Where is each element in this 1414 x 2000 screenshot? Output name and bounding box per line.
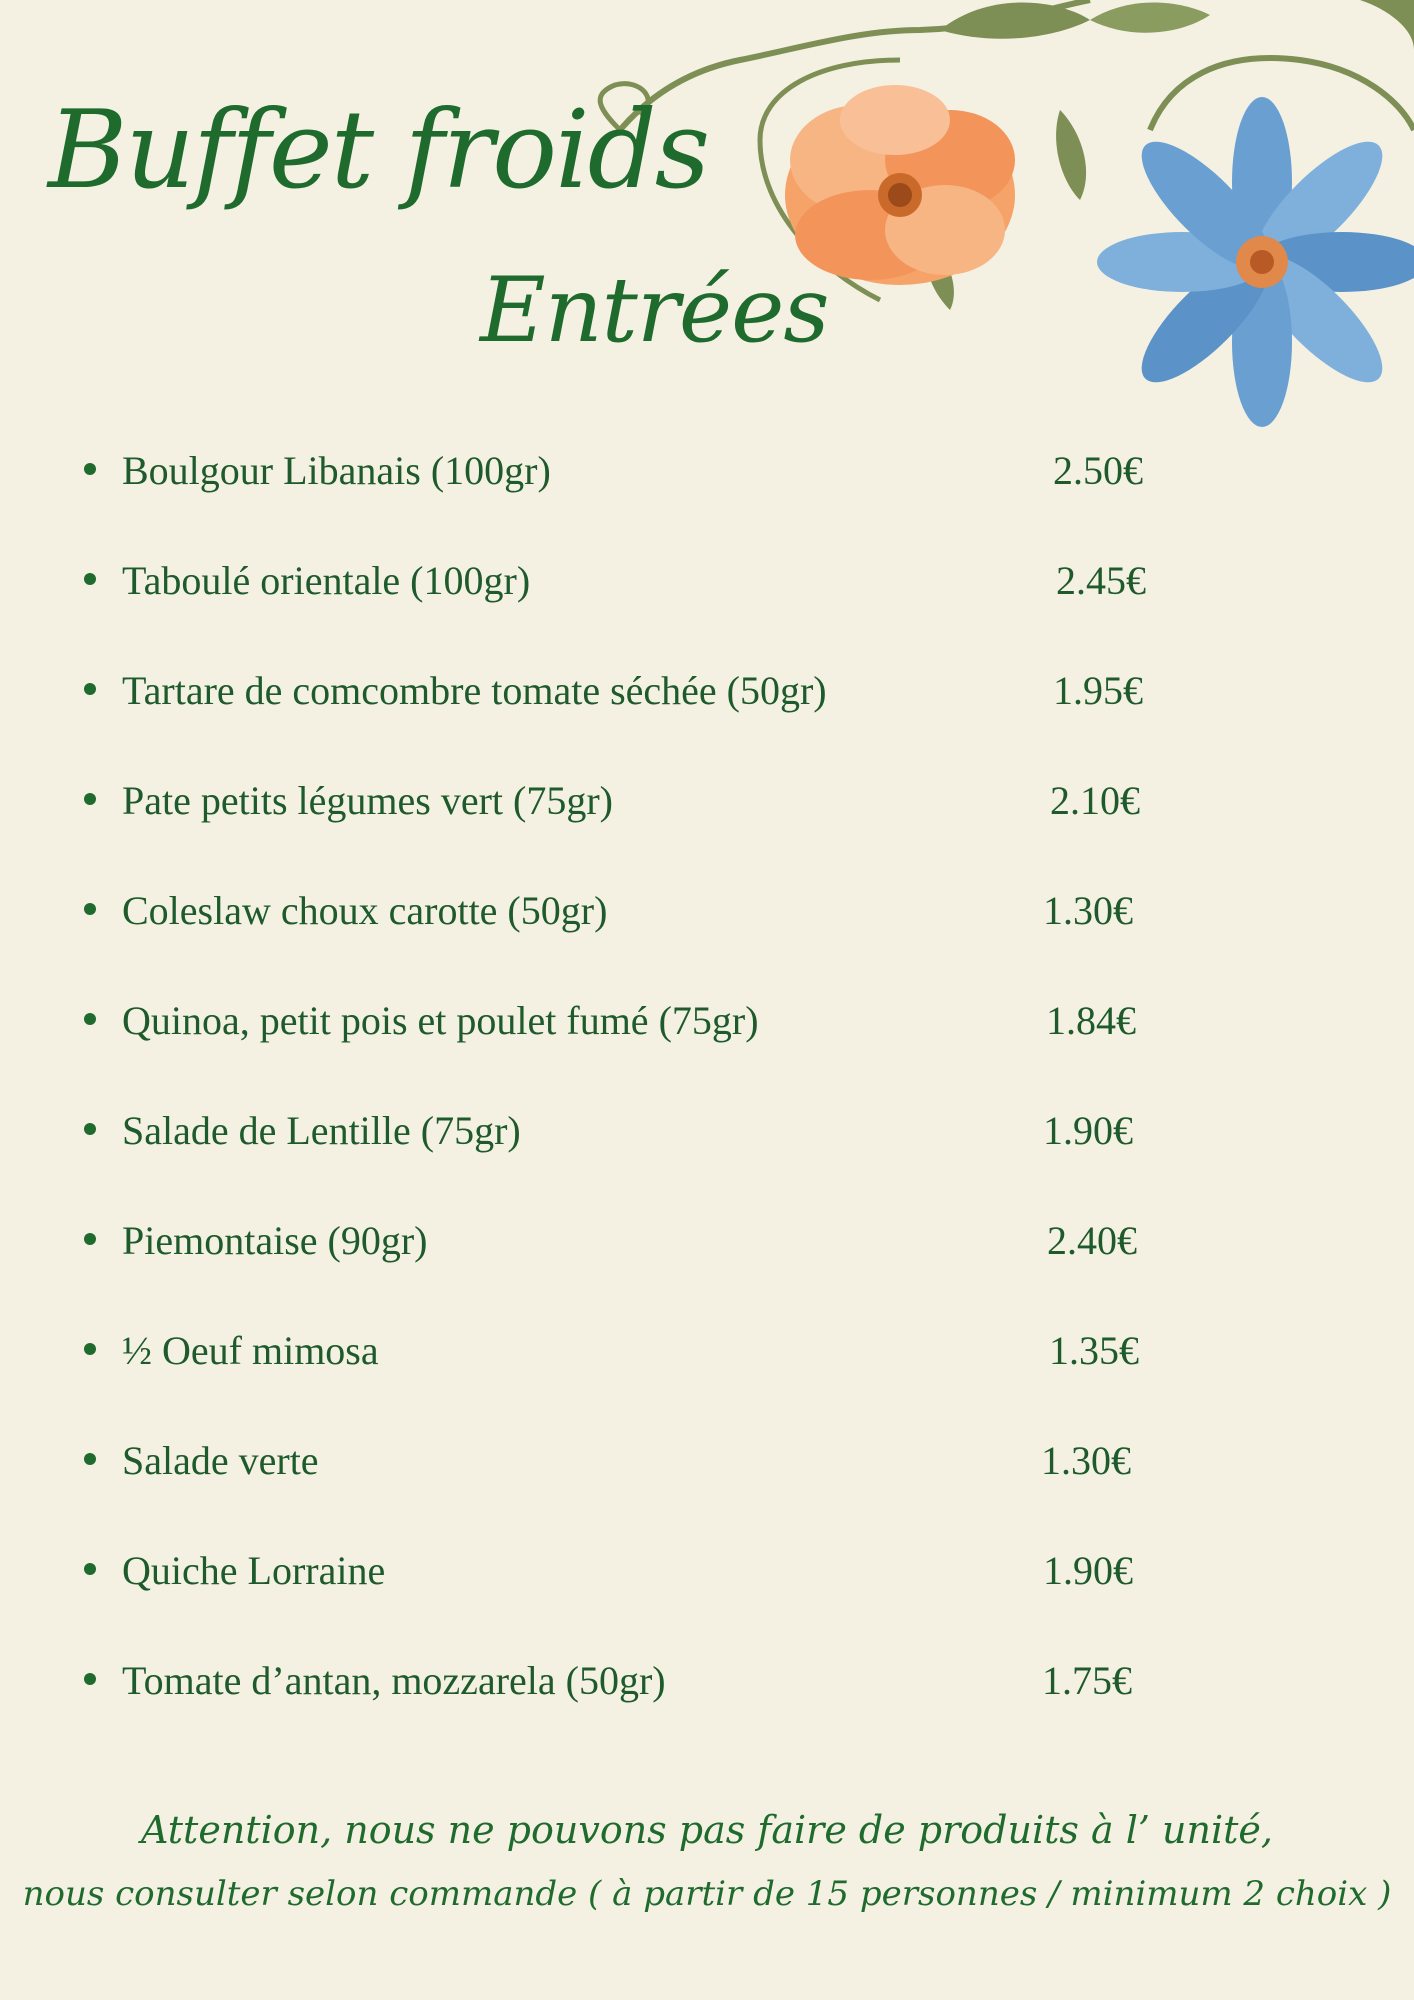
bullet-icon — [84, 1123, 96, 1135]
item-name: Piemontaise (90gr) — [122, 1218, 428, 1263]
item-name: Quinoa, petit pois et poulet fumé (75gr) — [122, 998, 759, 1043]
orange-flower-icon — [785, 85, 1015, 285]
bullet-icon — [84, 1343, 96, 1355]
item-name: Boulgour Libanais (100gr) — [122, 448, 551, 493]
item-name: Quiche Lorraine — [122, 1548, 386, 1593]
bullet-icon — [84, 463, 96, 475]
item-price: 1.84€ — [1046, 998, 1136, 1043]
list-item — [0, 769, 1300, 829]
bullet-icon — [84, 903, 96, 915]
item-name: Tartare de comcombre tomate séchée (50gr) — [122, 668, 827, 713]
item-price: 1.95€ — [1053, 668, 1143, 713]
bullet-icon — [84, 1453, 96, 1465]
item-name: Coleslaw choux carotte (50gr) — [122, 888, 608, 933]
bullet-icon — [84, 1563, 96, 1575]
section-title: Entrées — [480, 258, 829, 363]
item-name: Salade de Lentille (75gr) — [122, 1108, 521, 1153]
page-title: Buffet froids — [48, 88, 709, 213]
item-price: 1.90€ — [1043, 1108, 1133, 1153]
item-price: 1.30€ — [1041, 1438, 1131, 1483]
notice-line-2: nous consulter selon commande ( à partir de 15 personnes / minimum 2 choix ) — [22, 1874, 1392, 1914]
bullet-icon — [84, 793, 96, 805]
bullet-icon — [84, 1013, 96, 1025]
list-item — [0, 439, 1300, 499]
bullet-icon — [84, 683, 96, 695]
item-price: 2.50€ — [1053, 448, 1143, 493]
item-price: 2.10€ — [1050, 778, 1140, 823]
item-name: ½ Oeuf mimosa — [122, 1328, 379, 1373]
notice-line-1: Attention, nous ne pouvons pas faire de produits à l’ unité, — [141, 1808, 1273, 1852]
list-item — [0, 1429, 1300, 1489]
item-name: Taboulé orientale (100gr) — [122, 558, 531, 603]
item-name: Salade verte — [122, 1438, 319, 1483]
item-price: 2.40€ — [1047, 1218, 1137, 1263]
bullet-icon — [84, 1673, 96, 1685]
list-item — [0, 659, 1300, 719]
bullet-icon — [84, 573, 96, 585]
list-item — [0, 1649, 1300, 1709]
bullet-icon — [84, 1233, 96, 1245]
item-name: Pate petits légumes vert (75gr) — [122, 778, 613, 823]
list-item — [0, 989, 1300, 1049]
list-item — [0, 1099, 1300, 1159]
item-price: 1.35€ — [1049, 1328, 1139, 1373]
list-item — [0, 1209, 1300, 1269]
item-price: 1.30€ — [1043, 888, 1133, 933]
item-name: Tomate d’antan, mozzarela (50gr) — [122, 1658, 666, 1703]
item-price: 1.90€ — [1043, 1548, 1133, 1593]
blue-flower-icon — [1097, 97, 1414, 427]
item-price: 1.75€ — [1042, 1658, 1132, 1703]
floral-decoration — [0, 0, 1414, 430]
list-item — [0, 549, 1300, 609]
item-price: 2.45€ — [1056, 558, 1146, 603]
list-item — [0, 1539, 1300, 1599]
list-item — [0, 1319, 1300, 1379]
list-item — [0, 879, 1300, 939]
